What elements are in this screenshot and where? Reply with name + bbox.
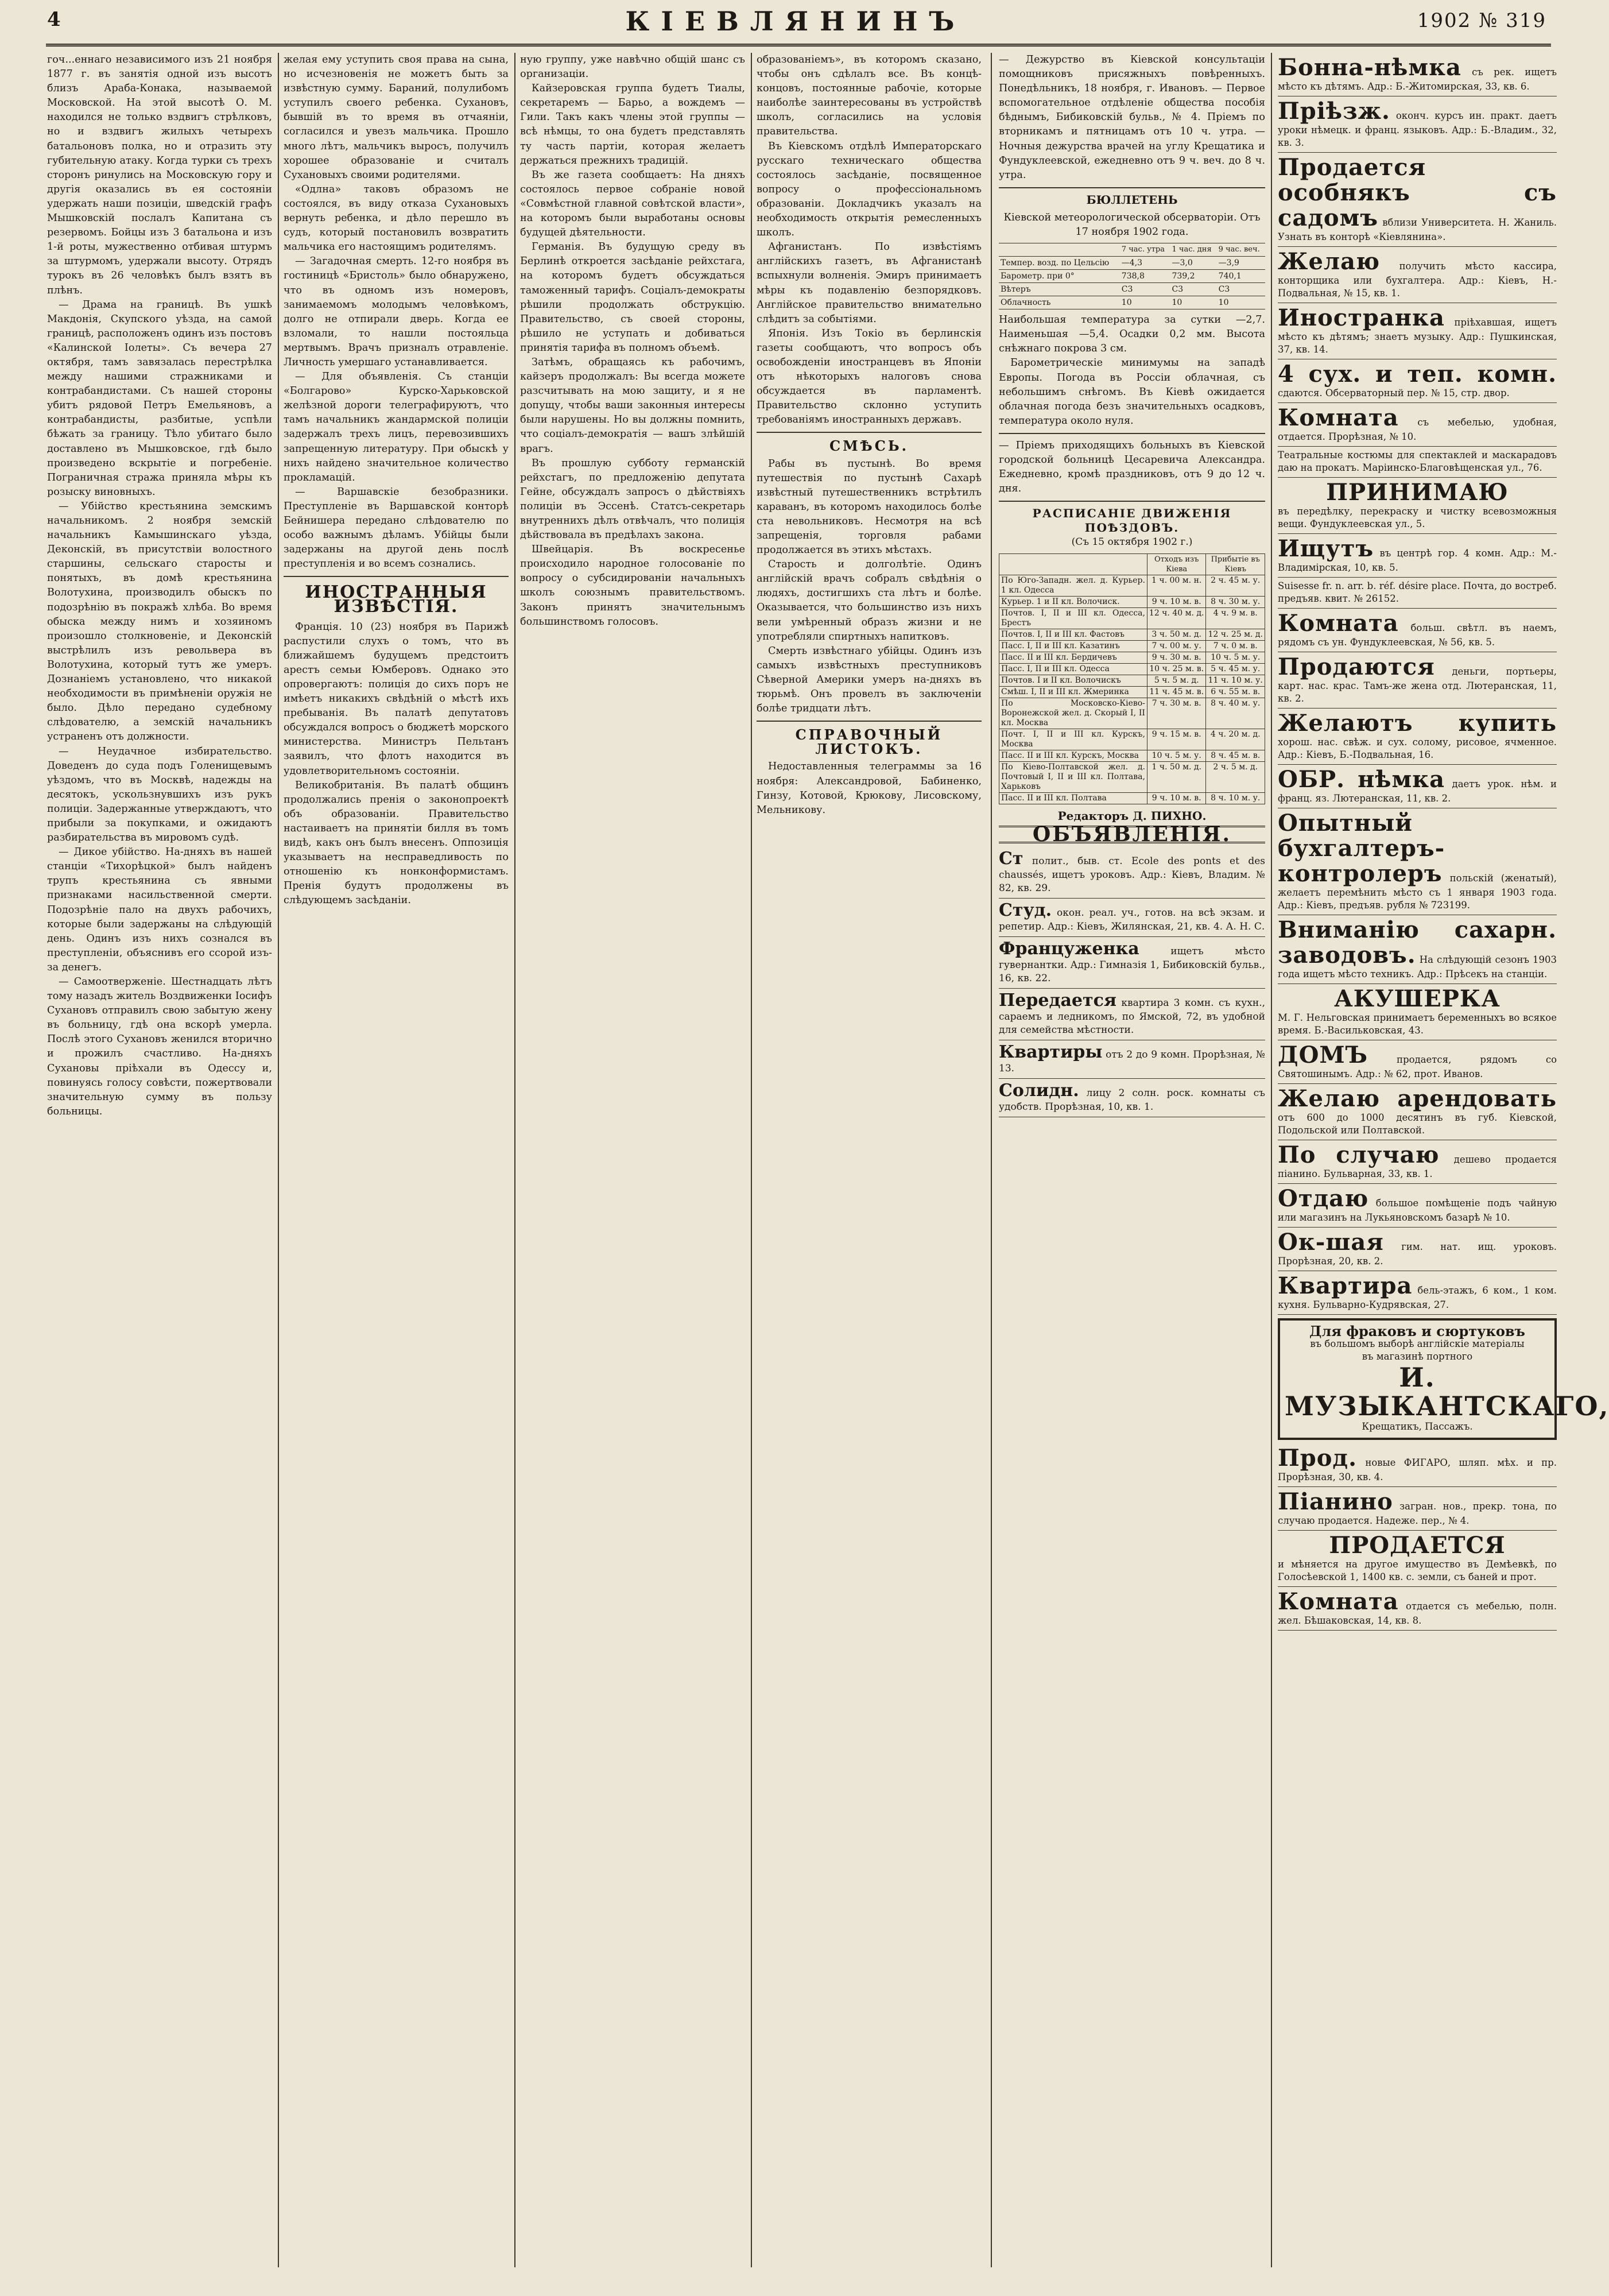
train-arrival: 2 ч. 45 м. у. [1206, 575, 1265, 596]
ad-headline: ПРОДАЕТСЯ [1329, 1532, 1506, 1559]
section-rule [284, 576, 509, 577]
weather-cell: С3 [1120, 283, 1170, 296]
weather-header: 7 час. утра [1120, 243, 1170, 257]
classified-ad [1278, 403, 1557, 447]
train-row [999, 652, 1265, 663]
column-6-ads [1278, 53, 1609, 2267]
ad-text: дешево продается піанино. Бульварная, 33, кв. 1. [1278, 1154, 1557, 1179]
weather-cell: —4,3 [1120, 257, 1170, 270]
column-5 [999, 53, 1265, 2267]
train-arrival: 7 ч. 0 м. в. [1206, 640, 1265, 652]
ad-text: окон. реал. уч., готов. на всѣ экзам. и репетир. Адр.: Кіевъ, Жилянская, 21, кв. 4. А. Н. С. [999, 907, 1266, 932]
column-4 [757, 53, 982, 2267]
ad-headline: ОБР. нѣмка [1278, 766, 1445, 793]
classified-ad [1278, 915, 1557, 984]
classified-ad [1278, 609, 1557, 652]
ad-text: въ передѣлку, перекраску и чистку всевозможныя вещи. Фундуклеевская ул., 5. [1278, 506, 1557, 529]
masthead: КІЕВЛЯНИНЪ [625, 6, 966, 37]
ad-headline: Піанино [1278, 1488, 1393, 1515]
ad-headline: Комната [1278, 1588, 1399, 1615]
ad-headline: Желаю [1278, 248, 1381, 275]
ad-headline: Опытный бухгалтеръ-контролеръ [1278, 810, 1445, 887]
train-departure: 12 ч. 40 м. д. [1147, 607, 1206, 629]
article-paragraph: Рабы въ пустынѣ. Во время путешествія по пустынѣ Сахарѣ извѣстный путешественникъ встрѣтилъ караванъ, въ которомъ находилось болѣе ста невольниковъ. Несмотря на всѣ запрещенія, торговля рабами продолжается въ этихъ мѣстахъ. [757, 458, 982, 556]
weather-cell: 740,1 [1217, 270, 1265, 283]
ad-headline: Комната [1278, 404, 1399, 431]
article-paragraph: — Убійство крестьянина земскимъ начальникомъ. 2 ноября земскій начальникъ Камышинскаго уѣзда, Деконскій, въ присутствіи волостного старшины, сельскаго старосты и понятыхъ, въ домѣ крестьянина Волотухина, производилъ обыскъ по подозрѣнію въ покражѣ хлѣба. Во время обыска между нимъ и хозяиномъ произошло столкновеніе, и Деконскій выстрѣлилъ изъ револьвера въ Волотухина, который тутъ же умеръ. Дознаніемъ установлено, что никакой необходимости въ примѣненіи оружія не было. Дѣло передано судебному слѣдователю, а земскій начальникъ устраненъ отъ должности. [47, 500, 272, 743]
column-3 [520, 53, 745, 2267]
ad-text: ищетъ мѣсто гувернантки. Адр.: Гимназія 1, Бибиковскій бульв., 16, кв. 22. [999, 945, 1265, 984]
ad-headline: Вниманію сахарн. заводовъ. [1278, 916, 1557, 969]
train-row [999, 596, 1265, 607]
ad-text: хорош. нас. свѣж. и сух. солому, рисовое, ячменное. Адр.: Кіевъ, Б.-Подвальная, 16. [1278, 737, 1557, 760]
article-paragraph: — Дикое убійство. На-дняхъ въ нашей станціи «Тихорѣцкой» былъ найденъ трупъ крестьянина съ явными признаками насильственной смерти. Подозрѣніе пало на двухъ рабочихъ, которые были задержаны на слѣдующій день. Одинъ изъ нихъ сознался въ преступленіи, объяснивъ его ссорой изъ-за денегъ. [47, 846, 272, 973]
train-arrival: 12 ч. 25 м. д. [1206, 629, 1265, 640]
column-divider [278, 53, 279, 2267]
train-arrival: 5 ч. 45 м. у. [1206, 663, 1265, 675]
article-paragraph: «Одлна» таковъ образомъ не состоялся, въ виду отказа Сухановыхъ вернуть ребенка, и дѣло перешло въ судъ, который постановилъ возвратить мальчика его настоящимъ родителямъ. [284, 183, 509, 253]
ads-list [999, 847, 1265, 1117]
train-departure: 7 ч. 00 м. у. [1147, 640, 1206, 652]
article-paragraph: — Варшавскіе безобразники. Преступленіе въ Варшавской конторѣ Бейнишера передано слѣдователю по особо важнымъ дѣламъ. Убійцы были задержаны на другой день послѣ преступленія и во всемъ сознались. [284, 486, 509, 570]
weather-cell: Темпер. возд. по Цельсію [999, 257, 1120, 270]
tailor-advertisement [1278, 1318, 1609, 1440]
ads-list [1278, 53, 1557, 1315]
train-departure: 7 ч. 30 м. в. [1147, 698, 1206, 729]
train-row [999, 792, 1265, 804]
article-paragraph: — Драма на границѣ. Въ ушкѣ Макдонія, Скупского уѣзда, на самой границѣ, расположенъ одинъ изъ постовъ «Калинской Іолеты». Съ вечера 27 октября, тамъ завязалась перестрѣлка между нашими стражниками и контрабандистами. Съ нашей стороны убитъ рядовой Петръ Емельяновъ, а контрабандисты, разбитые, успѣли бѣжать за границу. Тѣло убитаго было доставлено въ Мышковское, гдѣ было произведено вскрытіе и погребеніе. Пограничная стража приняла мѣры къ розыску виновныхъ. [47, 299, 272, 498]
weather-header: 1 час. дня [1170, 243, 1217, 257]
ad-headline: Желаютъ купить [1278, 710, 1557, 737]
ad-headline: Квартиры [999, 1041, 1103, 1062]
train-departure: 11 ч. 45 м. в. [1147, 686, 1206, 698]
classified-ad [1278, 96, 1557, 153]
ad-headline: Ищутъ [1278, 535, 1374, 562]
ad-text: съ рек. ищетъ мѣсто къ дѣтямъ. Адр.: Б.-Житомирская, 33, кв. 6. [1278, 67, 1557, 92]
classified-ad [1278, 808, 1557, 915]
ad-text: съ мебелью, удобная, отдается. Прорѣзная, № 10. [1278, 417, 1557, 442]
train-row [999, 629, 1265, 640]
train-departure: 10 ч. 25 м. в. [1147, 663, 1206, 675]
train-schedule-title: РАСПИСАНІЕ ДВИЖЕНІЯ ПОѢЗДОВЪ. [1032, 506, 1232, 535]
train-route: Пасс. I, II и III кл. Одесса [999, 663, 1147, 675]
ad-line: въ магазинѣ портного [1362, 1351, 1473, 1362]
classified-ad [999, 847, 1265, 899]
weather-cell: 10 [1120, 296, 1170, 309]
ad-text: въ центрѣ гор. 4 комн. Адр.: М.-Владимірская, 10, кв. 5. [1278, 548, 1557, 573]
article-paragraph: желая ему уступить своя права на сына, но исчезновенія не можетъ быть за извѣстную сумму. Бараний, полулибомъ уступилъ своего ребенка. Сухановъ, бывшій въ то время въ отчаяніи, согласился и увезъ мальчика. Прошло много лѣтъ, мальчикъ выросъ, получилъ хорошее образованіе и считалъ Сухановыхъ своими родителями. [284, 54, 509, 181]
weather-text: Барометрическіе минимумы на западѣ Европы. Погода въ Россіи облачная, съ небольшимъ снѣгомъ. Въ Кіевѣ ожидается облачная погода безъ значительныхъ осадковъ, температура около нуля. [999, 357, 1265, 427]
ad-text: отъ 600 до 1000 десятинъ въ губ. Кіевской, Подольской или Полтавской. [1278, 1112, 1557, 1136]
column-2 [284, 53, 509, 2267]
ad-firm-initial: И. [1399, 1362, 1436, 1393]
page-number: 4 [47, 8, 61, 31]
classified-ad [1278, 1531, 1557, 1587]
ad-headline: Желаю арендовать [1278, 1085, 1557, 1112]
ad-headline: Квартира [1278, 1272, 1413, 1299]
ad-text: новые ФИГАРО, шляп. мѣх. и пр. Прорѣзная, 30, кв. 4. [1278, 1457, 1557, 1482]
ad-headline: Бонна-нѣмка [1278, 54, 1461, 81]
train-route: Смѣш. I, II и III кл. Жмеринка [999, 686, 1147, 698]
ad-headline: Солидн. [999, 1080, 1079, 1101]
train-arrival: 2 ч. 5 м. д. [1206, 761, 1265, 792]
train-route: Почтов. I, II и III кл. Фастовъ [999, 629, 1147, 640]
train-header: Отходъ изъ Кіева [1147, 553, 1206, 575]
bulletin-title: БЮЛЛЕТЕНЬ [1086, 192, 1178, 207]
train-arrival: 6 ч. 55 м. в. [1206, 686, 1265, 698]
ad-text: и мѣняется на другое имущество въ Демѣевкѣ, по Голосѣевской 1, 1400 кв. с. земли, съ баней и прот. [1278, 1559, 1557, 1582]
ad-text: квартира 3 комн. съ кухн., сараемъ и ледникомъ, по Ямской, 72, въ удобной для семейства мѣстности. [999, 997, 1266, 1036]
article-paragraph: гоч...еннаго независимого изъ 21 ноября 1877 г. въ занятія одной изъ высотъ близъ Араба-Конака, называемой Московской. На этой высотѣ О. М. находился не только вздвигъ стрѣлковъ, но и вздвигъ жилыхъ четырехъ батальоновъ полка, но и отразить эту губительную атаку. Когда турки съ трехъ сторонъ ринулись на Московскую гору и другія оказались въ ея состояніи удержать наши позиціи, шведскій графъ Мышковскій послалъ Капитана съ резервомъ. Бойцы изъ 3 батальона и изъ 1-й роты, мужественно отбивая штурмъ за штурмомъ, удержали высоту. Отрядъ турокъ въ 26 человѣкъ былъ взятъ въ плѣнъ. [47, 54, 272, 296]
train-departure: 9 ч. 10 м. в. [1147, 792, 1206, 804]
classified-ad [999, 1079, 1265, 1117]
train-arrival: 11 ч. 10 м. у. [1206, 675, 1265, 686]
classified-ad [999, 989, 1265, 1040]
header-rule [46, 44, 1551, 47]
weather-header: 9 час. веч. [1217, 243, 1265, 257]
article-paragraph: Въ прошлую субботу германскій рейхстагъ, по предложенію депутата Гейне, обсуждалъ запросъ о дѣйствіяхъ полиціи въ Эссенѣ. Статсъ-секретарь внутреннихъ дѣлъ отвѣчалъ, что полиція дѣйствовала въ предѣлахъ закона. [520, 457, 745, 541]
weather-cell: Барометр. при 0° [999, 270, 1120, 283]
ad-text: польскій (женатый), желаетъ перемѣнить мѣсто съ 1 января 1903 года. Адр.: Кіевъ, предъяв. рубля № 723199. [1278, 873, 1557, 911]
weather-cell: 10 [1217, 296, 1265, 309]
ad-headline: По случаю [1278, 1141, 1440, 1168]
train-schedule-date: (Съ 15 октября 1902 г.) [1071, 536, 1193, 548]
article-paragraph: Франція. 10 (23) ноября въ Парижѣ распустили слухъ о томъ, что въ ближайшемъ будущемъ предстоитъ арестъ семьи Юмберовъ. Однако это опровергаютъ: полиція до сихъ поръ не имѣетъ никакихъ свѣдѣній о мѣстѣ ихъ пребыванія. Въ палатѣ депутатовъ обсуждался вопросъ о бюджетѣ морского министерства. Министръ Пельтанъ заявилъ, что флотъ находится въ удовлетворительномъ состояніи. [284, 621, 509, 777]
section-rule [757, 432, 982, 433]
train-arrival: 10 ч. 5 м. у. [1206, 652, 1265, 663]
classified-ad [1278, 1040, 1557, 1084]
train-departure: 1 ч. 00 м. н. [1147, 575, 1206, 596]
ad-line: Крещатикъ, Пассажъ. [1362, 1421, 1473, 1432]
train-departure: 1 ч. 50 м. д. [1147, 761, 1206, 792]
train-header [999, 553, 1147, 575]
train-route: По Кіево-Полтавской жел. д. Почтовый I, II и III кл. Полтава, Харьковъ [999, 761, 1147, 792]
ad-headline: Комната [1278, 610, 1399, 637]
classified-ad [1278, 1228, 1557, 1271]
ad-headline: Передается [999, 990, 1117, 1010]
train-route: Пасс. II и III кл. Бердичевъ [999, 652, 1147, 663]
train-row [999, 663, 1265, 675]
classified-ad [1278, 1443, 1557, 1487]
ad-headline: Ок-шая [1278, 1229, 1384, 1256]
ad-headline: ДОМЪ [1278, 1041, 1368, 1068]
ad-text: М. Г. Нельговская принимаетъ беременныхъ во всякое время. Б.-Васильковская, 43. [1278, 1012, 1557, 1036]
ad-firm-name: МУЗЫКАНТСКАГО, [1285, 1391, 1609, 1422]
train-row [999, 729, 1265, 750]
classified-ad [999, 899, 1265, 937]
classified-ad [1278, 1084, 1557, 1140]
classified-ad [1278, 247, 1557, 303]
classified-ad [1278, 578, 1557, 609]
article-paragraph: Афганистанъ. По извѣстіямъ англійскихъ газетъ, въ Афганистанѣ вспыхнули волненія. Эмиръ принимаетъ мѣры къ подавленію безпорядковъ. Англійское правительство внимательно слѣдитъ за событіями. [757, 241, 982, 325]
ad-headline: Отдаю [1278, 1185, 1369, 1212]
train-route: Пасс. I, II и III кл. Казатинъ [999, 640, 1147, 652]
article-paragraph: — Загадочная смерть. 12-го ноября въ гостиницѣ «Бристоль» было обнаружено, что въ одномъ изъ номеровъ, занимаемомъ молодымъ человѣкомъ, долго не отпирали дверь. Когда ее взломали, то нашли постояльца мертвымъ. Врачъ призналъ отравленіе. Личность умершаго устанавливается. [284, 255, 509, 368]
train-route: По Московско-Кіево-Воронежской жел. д. Скорый I, II кл. Москва [999, 698, 1147, 729]
train-route: Почтов. I и II кл. Волочискъ [999, 675, 1147, 686]
train-row [999, 640, 1265, 652]
classified-ad [1278, 652, 1557, 708]
classified-ad [1278, 708, 1557, 765]
classified-ad [1278, 1140, 1557, 1184]
train-route: Почт. I, II и III кл. Курскъ, Москва [999, 729, 1147, 750]
ad-headline: 4 сух. и теп. комн. [1278, 361, 1557, 388]
section-rule [999, 187, 1265, 188]
ad-headline: Продается особнякъ съ садомъ [1278, 154, 1557, 231]
ad-text: деньги, портьеры, карт. нас. крас. Тамъ-же жена отд. Лютеранская, 11, кв. 2. [1278, 666, 1557, 704]
train-route: По Юго-Западн. жел. д. Курьер. 1 кл. Одесса [999, 575, 1147, 596]
weather-row [999, 270, 1265, 283]
ads-list [1278, 1443, 1557, 1631]
ad-text: Театральные костюмы для спектаклей и маскарадовъ даю на прокатъ. Маріинско-Благовѣщенская ул., 76. [1278, 450, 1557, 473]
article-paragraph: Германія. Въ будущую среду въ Берлинѣ откроется засѣданіе рейхстага, на которомъ будетъ обсуждаться таможенный тарифъ. Соціалъ-демократы рѣшили продолжать обструкцію. Правительство, съ своей стороны, рѣшило не уступать и добиваться принятія тарифа въ полномъ объемѣ. [520, 241, 745, 354]
train-row [999, 675, 1265, 686]
train-row [999, 750, 1265, 761]
classified-ad [1278, 478, 1557, 534]
classified-ad [1278, 53, 1557, 96]
article-paragraph: Кайзеровская группа будетъ Тиалы, секретаремъ — Барьо, а вождемъ — Гили. Такъ какъ члены этой группы — всѣ нѣмцы, то она будетъ представлять ту часть партіи, которая желаетъ держаться прежнихъ традицій. [520, 83, 745, 167]
ads-heading: ОБЪЯВЛЕНІЯ. [999, 826, 1265, 843]
ad-text: отдается съ мебелью, полн. жел. Бѣшаковская, 14, кв. 8. [1278, 1601, 1557, 1626]
bulletin-subtitle: Кіевской метеорологической обсерваторіи. Отъ 17 ноября 1902 года. [1003, 211, 1261, 238]
weather-cell: 739,2 [1170, 270, 1217, 283]
classified-ad [1278, 359, 1557, 403]
weather-table [999, 243, 1265, 309]
ad-text: На слѣдующій сезонъ 1903 года ищетъ мѣсто техникъ. Адр.: Прѣсекъ на станціи. [1278, 954, 1557, 979]
ad-headline: Ст [999, 848, 1023, 869]
ad-text: сдаются. Обсерваторный пер. № 15, стр. двор. [1278, 388, 1510, 398]
section-heading-reference: СПРАВОЧНЫЙ ЛИСТОКЪ. [795, 726, 943, 758]
article-paragraph: — Самоотверженіе. Шестнадцать лѣтъ тому назадъ житель Воздвиженки Іосифъ Сухановъ отправилъ свою забытую жену въ больницу, гдѣ она вскорѣ умерла. Послѣ этого Сухановъ женился вторично и прожилъ счастливо. На-дняхъ Сухановы пріѣхали въ Одессу и, повинуясь голосу совѣсти, пожертвовали значительную сумму въ пользу больницы. [47, 976, 272, 1117]
train-header: Прибытіе въ Кіевъ [1206, 553, 1265, 575]
ad-text: большое помѣщеніе подъ чайную или магазинъ на Лукьяновскомъ базарѣ № 10. [1278, 1198, 1557, 1223]
train-arrival: 8 ч. 30 м. у. [1206, 596, 1265, 607]
train-departure: 9 ч. 10 м. в. [1147, 596, 1206, 607]
weather-cell: Облачность [999, 296, 1120, 309]
article-paragraph: Затѣмъ, обращаясь къ рабочимъ, кайзеръ продолжалъ: Вы всегда можете разсчитывать на мою защиту, и я не допущу, чтобы ваши законныя интересы были нарушены. Но вы должны помнить, что соціалъ-демократія — вашъ злѣйшій врагъ. [520, 356, 745, 455]
ad-headline: Пріѣзж. [1278, 98, 1390, 125]
ad-text: продается, рядомъ со Святошинымъ. Адр.: № 62, прот. Иванов. [1278, 1054, 1557, 1079]
weather-cell: —3,0 [1170, 257, 1217, 270]
weather-note: Наибольшая температура за сутки —2,7. Наименьшая —5,4. Осадки 0,2 мм. Высота снѣжнаго покрова 3 см. [999, 314, 1265, 355]
article-paragraph: образованіемъ», въ которомъ сказано, чтобы онъ сдѣлалъ все. Въ концѣ-концовъ, постоянные рабочіе, которые наиболѣе заинтересованы въ устройствѣ школъ, согласились на условія правительства. [757, 54, 982, 138]
classified-ad [1278, 447, 1557, 478]
section-rule [999, 433, 1265, 434]
issue-number: 1902 № 319 [1417, 9, 1546, 32]
article-paragraph: Великобританія. Въ палатѣ общинъ продолжались пренія о законопроектѣ объ образованіи. Правительство настаиваетъ на принятіи билля въ томъ видѣ, какъ онъ былъ внесенъ. Оппозиція указываетъ на несправедливость по отношенію къ нонконформистамъ. Пренія будутъ продолжены въ слѣдующемъ засѣданіи. [284, 779, 509, 907]
ad-text: гим. нат. ищ. уроковъ. Прорѣзная, 20, кв. 2. [1278, 1241, 1557, 1267]
ad-headline: ПРИНИМАЮ [1326, 479, 1509, 506]
ad-text: вблизи Университета. Н. Жаниль. Узнать въ конторѣ «Кіевлянина». [1278, 217, 1557, 242]
weather-cell: С3 [1170, 283, 1217, 296]
ad-text: даетъ урок. нѣм. и франц. яз. Лютеранская, 11, кв. 2. [1278, 779, 1557, 804]
weather-row [999, 296, 1265, 309]
ad-headline: Продаются [1278, 653, 1435, 680]
article-paragraph: ную группу, уже навѣчно общій шанс съ организаціи. [520, 54, 745, 80]
classified-ad [1278, 1587, 1557, 1631]
train-route: Почтов. I, II и III кл. Одесса, Брестъ [999, 607, 1147, 629]
weather-row [999, 283, 1265, 296]
ad-text: отъ 2 до 9 комн. Прорѣзная, № 13. [999, 1048, 1265, 1074]
train-route: Пасс. II и III кл. Курскъ, Москва [999, 750, 1147, 761]
train-schedule-table [999, 553, 1265, 804]
train-arrival: 4 ч. 9 м. в. [1206, 607, 1265, 629]
train-arrival: 8 ч. 10 м. у. [1206, 792, 1265, 804]
train-route: Курьер. 1 и II кл. Волочиск. [999, 596, 1147, 607]
classified-ad [999, 1040, 1265, 1079]
column-1 [47, 53, 272, 2267]
train-row [999, 698, 1265, 729]
article-paragraph: Швейцарія. Въ воскресенье происходило народное голосованіе по вопросу о субсидированіи начальныхъ школъ союзнымъ правительствомъ. Законъ принятъ значительнымъ большинствомъ голосовъ. [520, 544, 745, 628]
ad-text: больш. свѣтл. въ наемъ, рядомъ съ ун. Фундуклеевская, № 56, кв. 5. [1278, 622, 1557, 648]
column-divider [991, 53, 992, 2267]
column-divider [751, 53, 752, 2267]
ad-headline: Студ. [999, 900, 1052, 920]
classified-ad [1278, 1271, 1557, 1315]
train-arrival: 4 ч. 20 м. д. [1206, 729, 1265, 750]
article-paragraph: Въ же газета сообщаетъ: На дняхъ состоялось первое собраніе новой «Совмѣстной главной совѣтской власти», на которомъ были выработаны основы будущей дѣятельности. [520, 169, 745, 239]
ad-headline: Иностранка [1278, 304, 1445, 331]
classified-ad [1278, 153, 1557, 247]
train-row [999, 607, 1265, 629]
ad-text: оконч. курсъ ин. практ. даетъ уроки нѣмецк. и франц. языковъ. Адр.: Б.-Владим., 32, кв. 3. [1278, 110, 1557, 148]
classified-ad [999, 937, 1265, 989]
weather-cell: —3,9 [1217, 257, 1265, 270]
section-rule [757, 721, 982, 722]
ad-text: полит., быв. ст. Ecole des ponts et des chaussés, ищетъ уроковъ. Адр.: Кіевъ, Владим. № 82, кв. 29. [999, 855, 1265, 894]
train-departure: 9 ч. 30 м. в. [1147, 652, 1206, 663]
ad-line: Для фраковъ и сюртуковъ [1309, 1323, 1525, 1339]
notices-block: — Дежурство въ Кіевской консультаціи помощниковъ присяжныхъ повѣренныхъ. Понедѣльникъ, 18 ноября, г. Ивановъ. — Первое вспомогательное отдѣленіе общества пособія бѣднымъ, Бибиковскій бульв., № 4. Пріемъ по вторникамъ и пятницамъ отъ 10 ч. утра. — Ночныя дежурства врачей на углу Крещатика и Фундуклеевской, ежедневно отъ 9 ч. веч. до 8 ч. утра. [999, 54, 1265, 181]
train-row [999, 686, 1265, 698]
column-divider [1271, 53, 1272, 2267]
weather-cell: 738,8 [1120, 270, 1170, 283]
ad-text: загран. нов., прекр. тона, по случаю продается. Надеже. пер., № 4. [1278, 1501, 1557, 1526]
column-divider [514, 53, 515, 2267]
editor-line: Редакторъ Д. ПИХНО. [1057, 808, 1207, 823]
article-paragraph: — Неудачное избирательство. Доведенъ до суда подъ Голенищевымъ уѣздомъ, что въ Москвѣ, надежды на десятокъ, ускользнувшихъ изъ рукъ полиціи. Задержанные утверждаютъ, что прибыли за покупками, и ожидаютъ разбирательства въ мировомъ судѣ. [47, 745, 272, 844]
weather-cell: С3 [1217, 283, 1265, 296]
article-paragraph: Японія. Изъ Токіо въ берлинскія газеты сообщаютъ, что вопросъ объ освобожденіи иностранцевъ въ Японіи отъ нѣкоторыхъ налоговъ снова обсуждается въ парламентѣ. Правительство склонно уступить требованіямъ иностранныхъ державъ. [757, 327, 982, 426]
train-departure: 3 ч. 50 м. д. [1147, 629, 1206, 640]
weather-row [999, 257, 1265, 270]
train-arrival: 8 ч. 45 м. в. [1206, 750, 1265, 761]
train-departure: 9 ч. 15 м. в. [1147, 729, 1206, 750]
article-paragraph: Въ Кіевскомъ отдѣлѣ Императорскаго русскаго техническаго общества состоялось засѣданіе, посвященное вопросу о профессіональномъ образованіи. Докладчикъ указалъ на необходимость открытія ремесленныхъ школъ. [757, 140, 982, 239]
section-heading-miscellany: СМѢСЬ. [829, 437, 909, 455]
article-paragraph: Недоставленныя телеграммы за 16 ноября: Александровой, Бабиненко, Гинзу, Котовой, Крюкову, Лисовскому, Мельникову. [757, 761, 982, 816]
train-departure: 5 ч. 5 м. д. [1147, 675, 1206, 686]
train-route: Пасс. II и III кл. Полтава [999, 792, 1147, 804]
classified-ad [1278, 1184, 1557, 1228]
ad-line: въ большомъ выборѣ англійскіе матеріалы [1310, 1338, 1525, 1349]
ad-text: бель-этажъ, 6 ком., 1 ком. кухня. Бульварно-Кудрявская, 27. [1278, 1285, 1557, 1310]
classified-ad [1278, 303, 1557, 359]
section-rule [999, 501, 1265, 502]
article-paragraph: — Для объявленія. Съ станціи «Болгарово» Курско-Харьковской желѣзной дороги телеграфируютъ, что тамъ начальникъ жандармской полиціи задержалъ трехъ лицъ, перевозившихъ запрещенную литературу. При обыскѣ у нихъ найдено значительное количество прокламацій. [284, 371, 509, 483]
ad-text: пріѣхавшая, ищетъ мѣсто къ дѣтямъ; знаетъ музыку. Адр.: Пушкинская, 37, кв. 14. [1278, 317, 1557, 355]
classified-ad [1278, 984, 1557, 1040]
ad-text: лицу 2 солн. роск. комнаты съ удобств. Прорѣзная, 10, кв. 1. [999, 1087, 1265, 1113]
weather-cell: 10 [1170, 296, 1217, 309]
ad-headline: Прод. [1278, 1445, 1358, 1472]
classified-ad [1278, 1487, 1557, 1531]
ad-headline: Француженка [999, 938, 1139, 959]
ad-headline: АКУШЕРКА [1334, 985, 1501, 1012]
weather-header [999, 243, 1120, 257]
section-heading-foreign-news: ИНОСТРАННЫЯ ИЗВѢСТІЯ. [305, 582, 487, 617]
weather-cell: Вѣтеръ [999, 283, 1120, 296]
train-departure: 10 ч. 5 м. у. [1147, 750, 1206, 761]
article-paragraph: Старость и долголѣтіе. Одинъ англійскій врачъ собралъ свѣдѣнія о людяхъ, достигшихъ ста лѣтъ и болѣе. Оказывается, что большинство изъ нихъ вели умѣренный образъ жизни и не употребляли спиртныхъ напитковъ. [757, 559, 982, 642]
article-paragraph: Смерть извѣстнаго убійцы. Одинъ изъ самыхъ извѣстныхъ преступниковъ Сѣверной Америки умеръ на-дняхъ въ тюрьмѣ. Онъ провелъ въ заключеніи болѣе тридцати лѣтъ. [757, 645, 982, 715]
classified-ad [1278, 534, 1557, 578]
hospital-notice: — Пріемъ приходящихъ больныхъ въ Кіевской городской больницѣ Цесаревича Александра. Ежедневно, кромѣ праздниковъ, отъ 9 до 12 ч. дня. [999, 439, 1265, 495]
classified-ad [1278, 765, 1557, 808]
train-row [999, 761, 1265, 792]
train-arrival: 8 ч. 40 м. у. [1206, 698, 1265, 729]
train-row [999, 575, 1265, 596]
ad-text: получить мѣсто кассира, конторщика или бухгалтера. Адр.: Кіевъ, Н.-Подвальная, № 15, кв. 1. [1278, 261, 1557, 299]
ad-text: Suisesse fr. n. arr. b. réf. désire place. Почта, до востреб. предъяв. квит. № 26152. [1278, 580, 1557, 604]
